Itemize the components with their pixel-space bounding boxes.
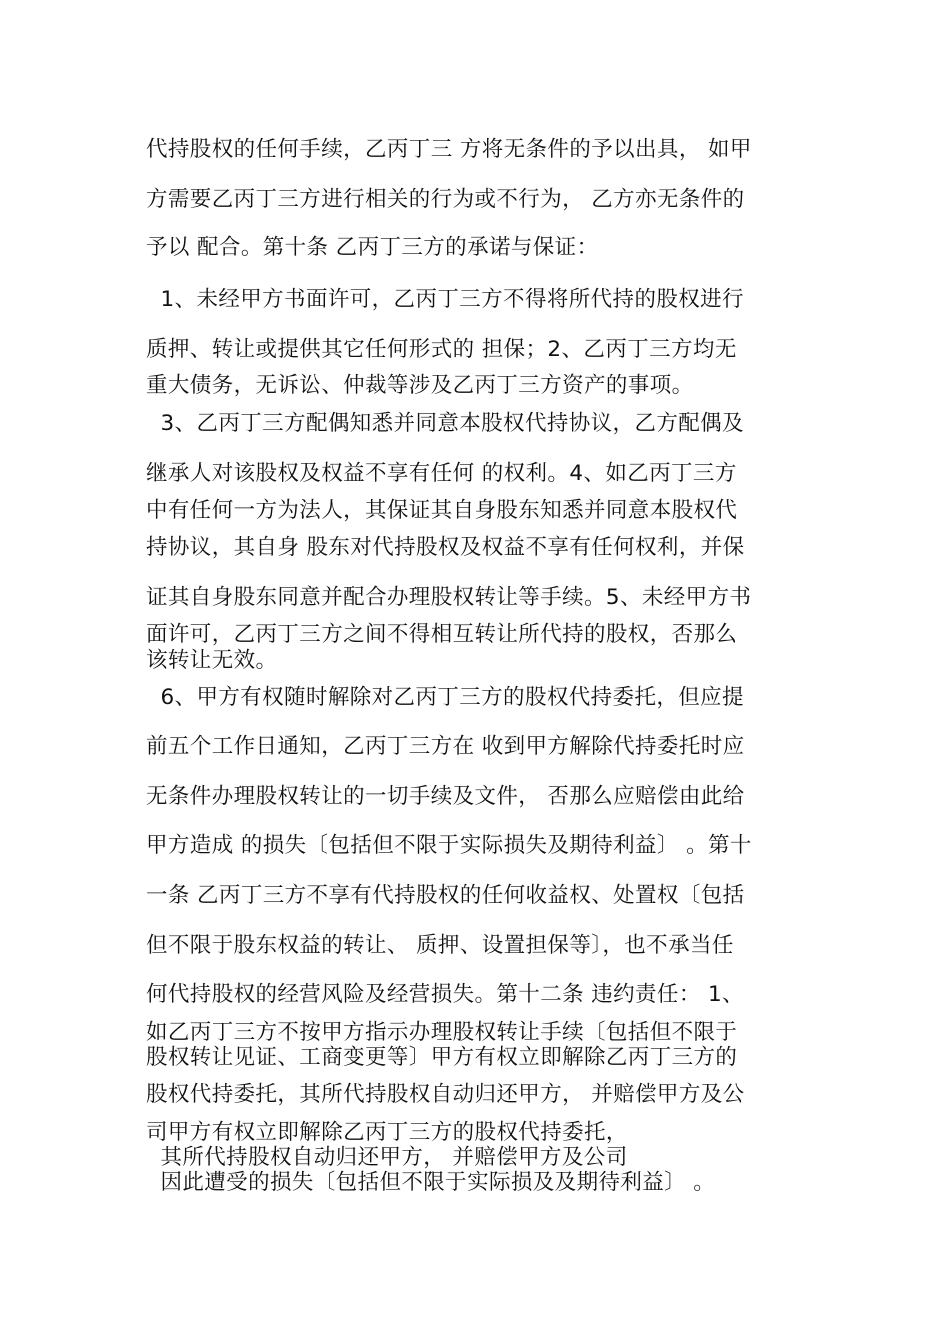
text-line: 中有任何一方为法人，其保证其自身股东知悉并同意本股权代 xyxy=(146,498,738,523)
text-line: 一条 乙丙丁三方不享有代持股权的任何收益权、处置权〔包括 xyxy=(146,883,745,908)
text-line: 质押、转让或提供其它任何形式的 担保；2、乙丙丁三方均无 xyxy=(146,337,737,362)
text-line: 该转让无效。 xyxy=(146,648,278,673)
text-line: 其所代持股权自动归还甲方， 并赔偿甲方及公司 xyxy=(146,1145,628,1170)
text-line: 6、甲方有权随时解除对乙丙丁三方的股权代持委托，但应提 xyxy=(146,685,744,710)
text-line: 1、未经甲方书面许可，乙丙丁三方不得将所代持的股权进行 xyxy=(146,287,744,312)
text-line: 持协议，其自身 股东对代持股权及权益不享有任何权利，并保 xyxy=(146,535,745,560)
text-line: 但不限于股东权益的转让、 质押、设置担保等〕，也不承当任 xyxy=(146,933,734,958)
text-line: 如乙丙丁三方不按甲方指示办理股权转让手续〔包括但不限于 xyxy=(146,1020,738,1045)
text-line: 方需要乙丙丁三方进行相关的行为或不行为， 乙方亦无条件的 xyxy=(146,187,745,212)
text-line: 重大债务，无诉讼、仲裁等涉及乙丙丁三方资产的事项。 xyxy=(146,373,694,398)
text-line: 甲方造成 的损失〔包括但不限于实际损失及期待利益〕 。第十 xyxy=(146,833,752,858)
text-line: 股权转让见证、工商变更等〕甲方有权立即解除乙丙丁三方的 xyxy=(146,1045,738,1070)
text-line: 前五个工作日通知，乙丙丁三方在 收到甲方解除代持委托时应 xyxy=(146,734,745,759)
text-line: 3、乙丙丁三方配偶知悉并同意本股权代持协议，乙方配偶及 xyxy=(146,411,744,436)
text-line: 继承人对该股权及权益不享有任何 的权利。4、如乙丙丁三方 xyxy=(146,461,737,486)
text-line: 股权代持委托，其所代持股权自动归还甲方， 并赔偿甲方及公 xyxy=(146,1082,745,1107)
text-line: 证其自身股东同意并配合办理股权转让等手续。5、未经甲方书 xyxy=(146,585,752,610)
text-line: 予以 配合。第十条 乙丙丁三方的承诺与保证： xyxy=(146,235,599,260)
text-line: 司甲方有权立即解除乙丙丁三方的股权代持委托， xyxy=(146,1120,628,1145)
text-line: 代持股权的任何手续，乙丙丁三 方将无条件的予以出具， 如甲 xyxy=(146,137,752,162)
text-line: 面许可，乙丙丁三方之间不得相互转让所代持的股权，否那么 xyxy=(146,622,738,647)
text-line: 何代持股权的经营风险及经营损失。第十二条 违约责任： 1、 xyxy=(146,982,744,1007)
text-line: 因此遭受的损失〔包括但不限于实际损及及期待利益〕 。 xyxy=(146,1170,716,1195)
text-line: 无条件办理股权转让的一切手续及文件， 否那么应赔偿由此给 xyxy=(146,784,745,809)
